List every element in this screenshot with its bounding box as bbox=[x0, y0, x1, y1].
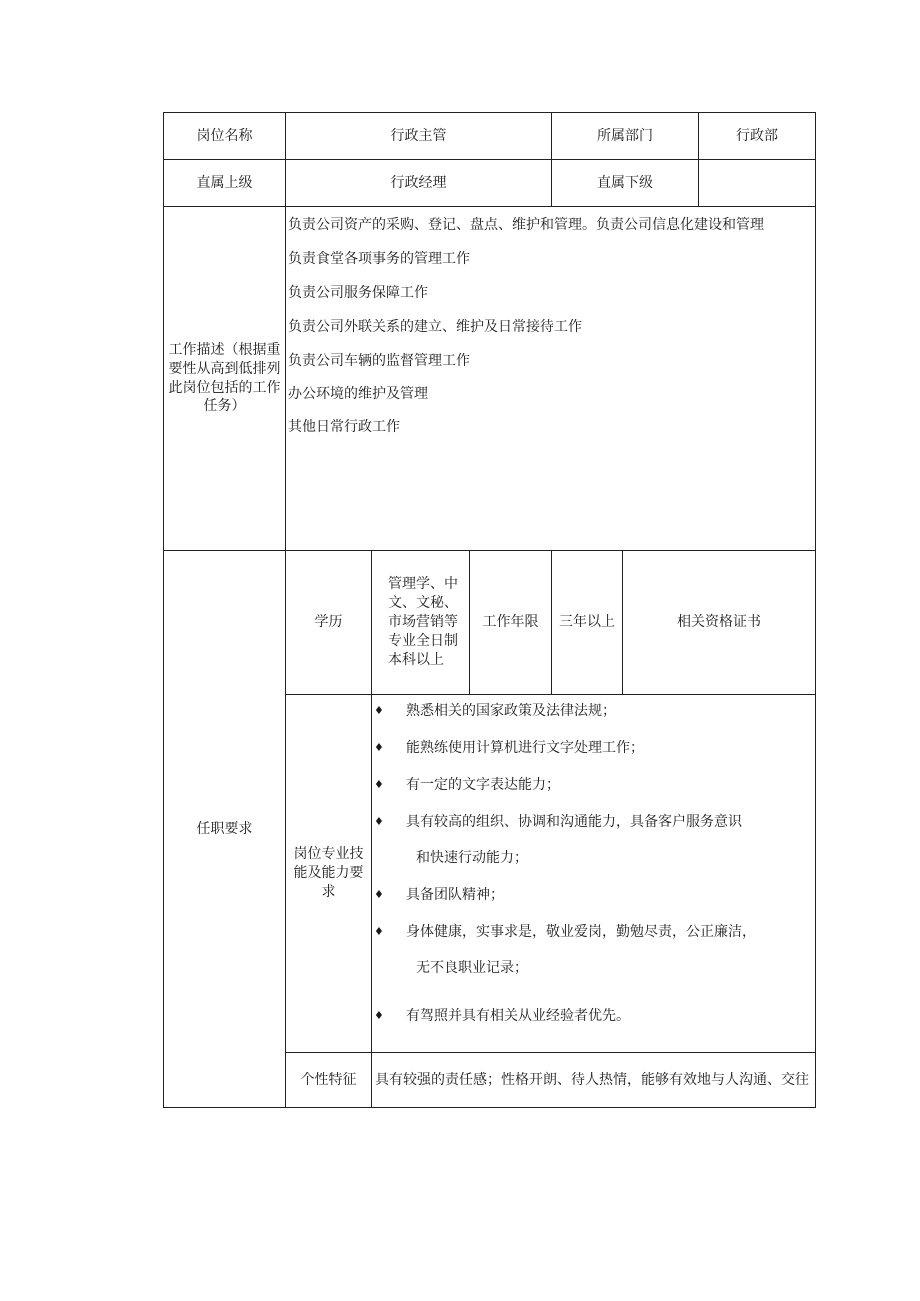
job-title-value: 行政主管 bbox=[286, 113, 552, 160]
table-row bbox=[164, 207, 816, 551]
label-department: 所属部门 bbox=[552, 113, 699, 160]
skill-text: 具有较高的组织、协调和沟通能力，具备客户服务意识 bbox=[406, 814, 742, 830]
experience-value: 三年以上 bbox=[552, 551, 623, 695]
skill-text-continued: 和快速行动能力； bbox=[416, 850, 528, 866]
personality-value: 具有较强的责任感；性格开朗、待人热情，能够有效地与人沟通、交往 bbox=[372, 1053, 816, 1108]
skill-text: 熟悉相关的国家政策及法律法规； bbox=[406, 703, 616, 719]
skill-item bbox=[374, 775, 815, 795]
diamond-bullet-icon: ♦ bbox=[374, 925, 384, 938]
label-certificate: 相关资格证书 bbox=[623, 551, 816, 695]
skill-text: 身体健康，实事求是，敬业爱岗，勤勉尽责，公正廉洁， bbox=[406, 924, 756, 940]
skill-text: 具备团队精神； bbox=[406, 887, 504, 903]
duty-item: 负责公司服务保障工作 bbox=[288, 285, 428, 301]
skill-item bbox=[374, 922, 815, 978]
diamond-bullet-icon: ♦ bbox=[374, 778, 384, 791]
table-row bbox=[164, 160, 816, 207]
duty-item: 负责食堂各项事务的管理工作 bbox=[288, 251, 470, 267]
education-value: 管理学、中文、文秘、市场营销等专业全日制本科以上 bbox=[372, 551, 470, 695]
label-skills: 岗位专业技能及能力要求 bbox=[286, 695, 372, 1053]
diamond-bullet-icon: ♦ bbox=[374, 815, 384, 828]
skill-item bbox=[374, 701, 815, 721]
label-subordinate: 直属下级 bbox=[552, 160, 699, 207]
label-superior: 直属上级 bbox=[164, 160, 286, 207]
label-job-title: 岗位名称 bbox=[164, 113, 286, 160]
label-experience: 工作年限 bbox=[470, 551, 552, 695]
table-row bbox=[164, 113, 816, 160]
skill-item bbox=[374, 1006, 815, 1026]
duties-list bbox=[286, 207, 816, 551]
label-duties: 工作描述（根据重要性从高到低排列此岗位包括的工作任务） bbox=[164, 207, 286, 551]
label-education: 学历 bbox=[286, 551, 372, 695]
duty-item: 负责公司车辆的监督管理工作 bbox=[288, 353, 470, 369]
skill-item bbox=[374, 885, 815, 905]
skill-text: 能熟练使用计算机进行文字处理工作； bbox=[406, 740, 644, 756]
diamond-bullet-icon: ♦ bbox=[374, 888, 384, 901]
job-description-table bbox=[163, 112, 816, 1108]
label-requirements: 任职要求 bbox=[164, 551, 286, 1108]
duty-item: 负责公司外联关系的建立、维护及日常接待工作 bbox=[288, 319, 582, 335]
skill-item bbox=[374, 738, 815, 758]
table-row bbox=[164, 551, 816, 695]
duty-item: 办公环境的维护及管理 bbox=[288, 386, 428, 402]
skill-text-continued: 无不良职业记录； bbox=[416, 960, 528, 976]
duty-item: 其他日常行政工作 bbox=[288, 419, 400, 435]
department-value: 行政部 bbox=[699, 113, 816, 160]
superior-value: 行政经理 bbox=[286, 160, 552, 207]
diamond-bullet-icon: ♦ bbox=[374, 704, 384, 717]
skills-list bbox=[372, 695, 816, 1053]
skill-text: 有一定的文字表达能力； bbox=[406, 777, 560, 793]
duty-item: 负责公司资产的采购、登记、盘点、维护和管理。负责公司信息化建设和管理 bbox=[288, 217, 764, 233]
skill-item bbox=[374, 812, 815, 868]
subordinate-value bbox=[699, 160, 816, 207]
diamond-bullet-icon: ♦ bbox=[374, 1009, 384, 1022]
skill-text: 有驾照并具有相关从业经验者优先。 bbox=[406, 1008, 630, 1024]
label-personality: 个性特征 bbox=[286, 1053, 372, 1108]
diamond-bullet-icon: ♦ bbox=[374, 741, 384, 754]
